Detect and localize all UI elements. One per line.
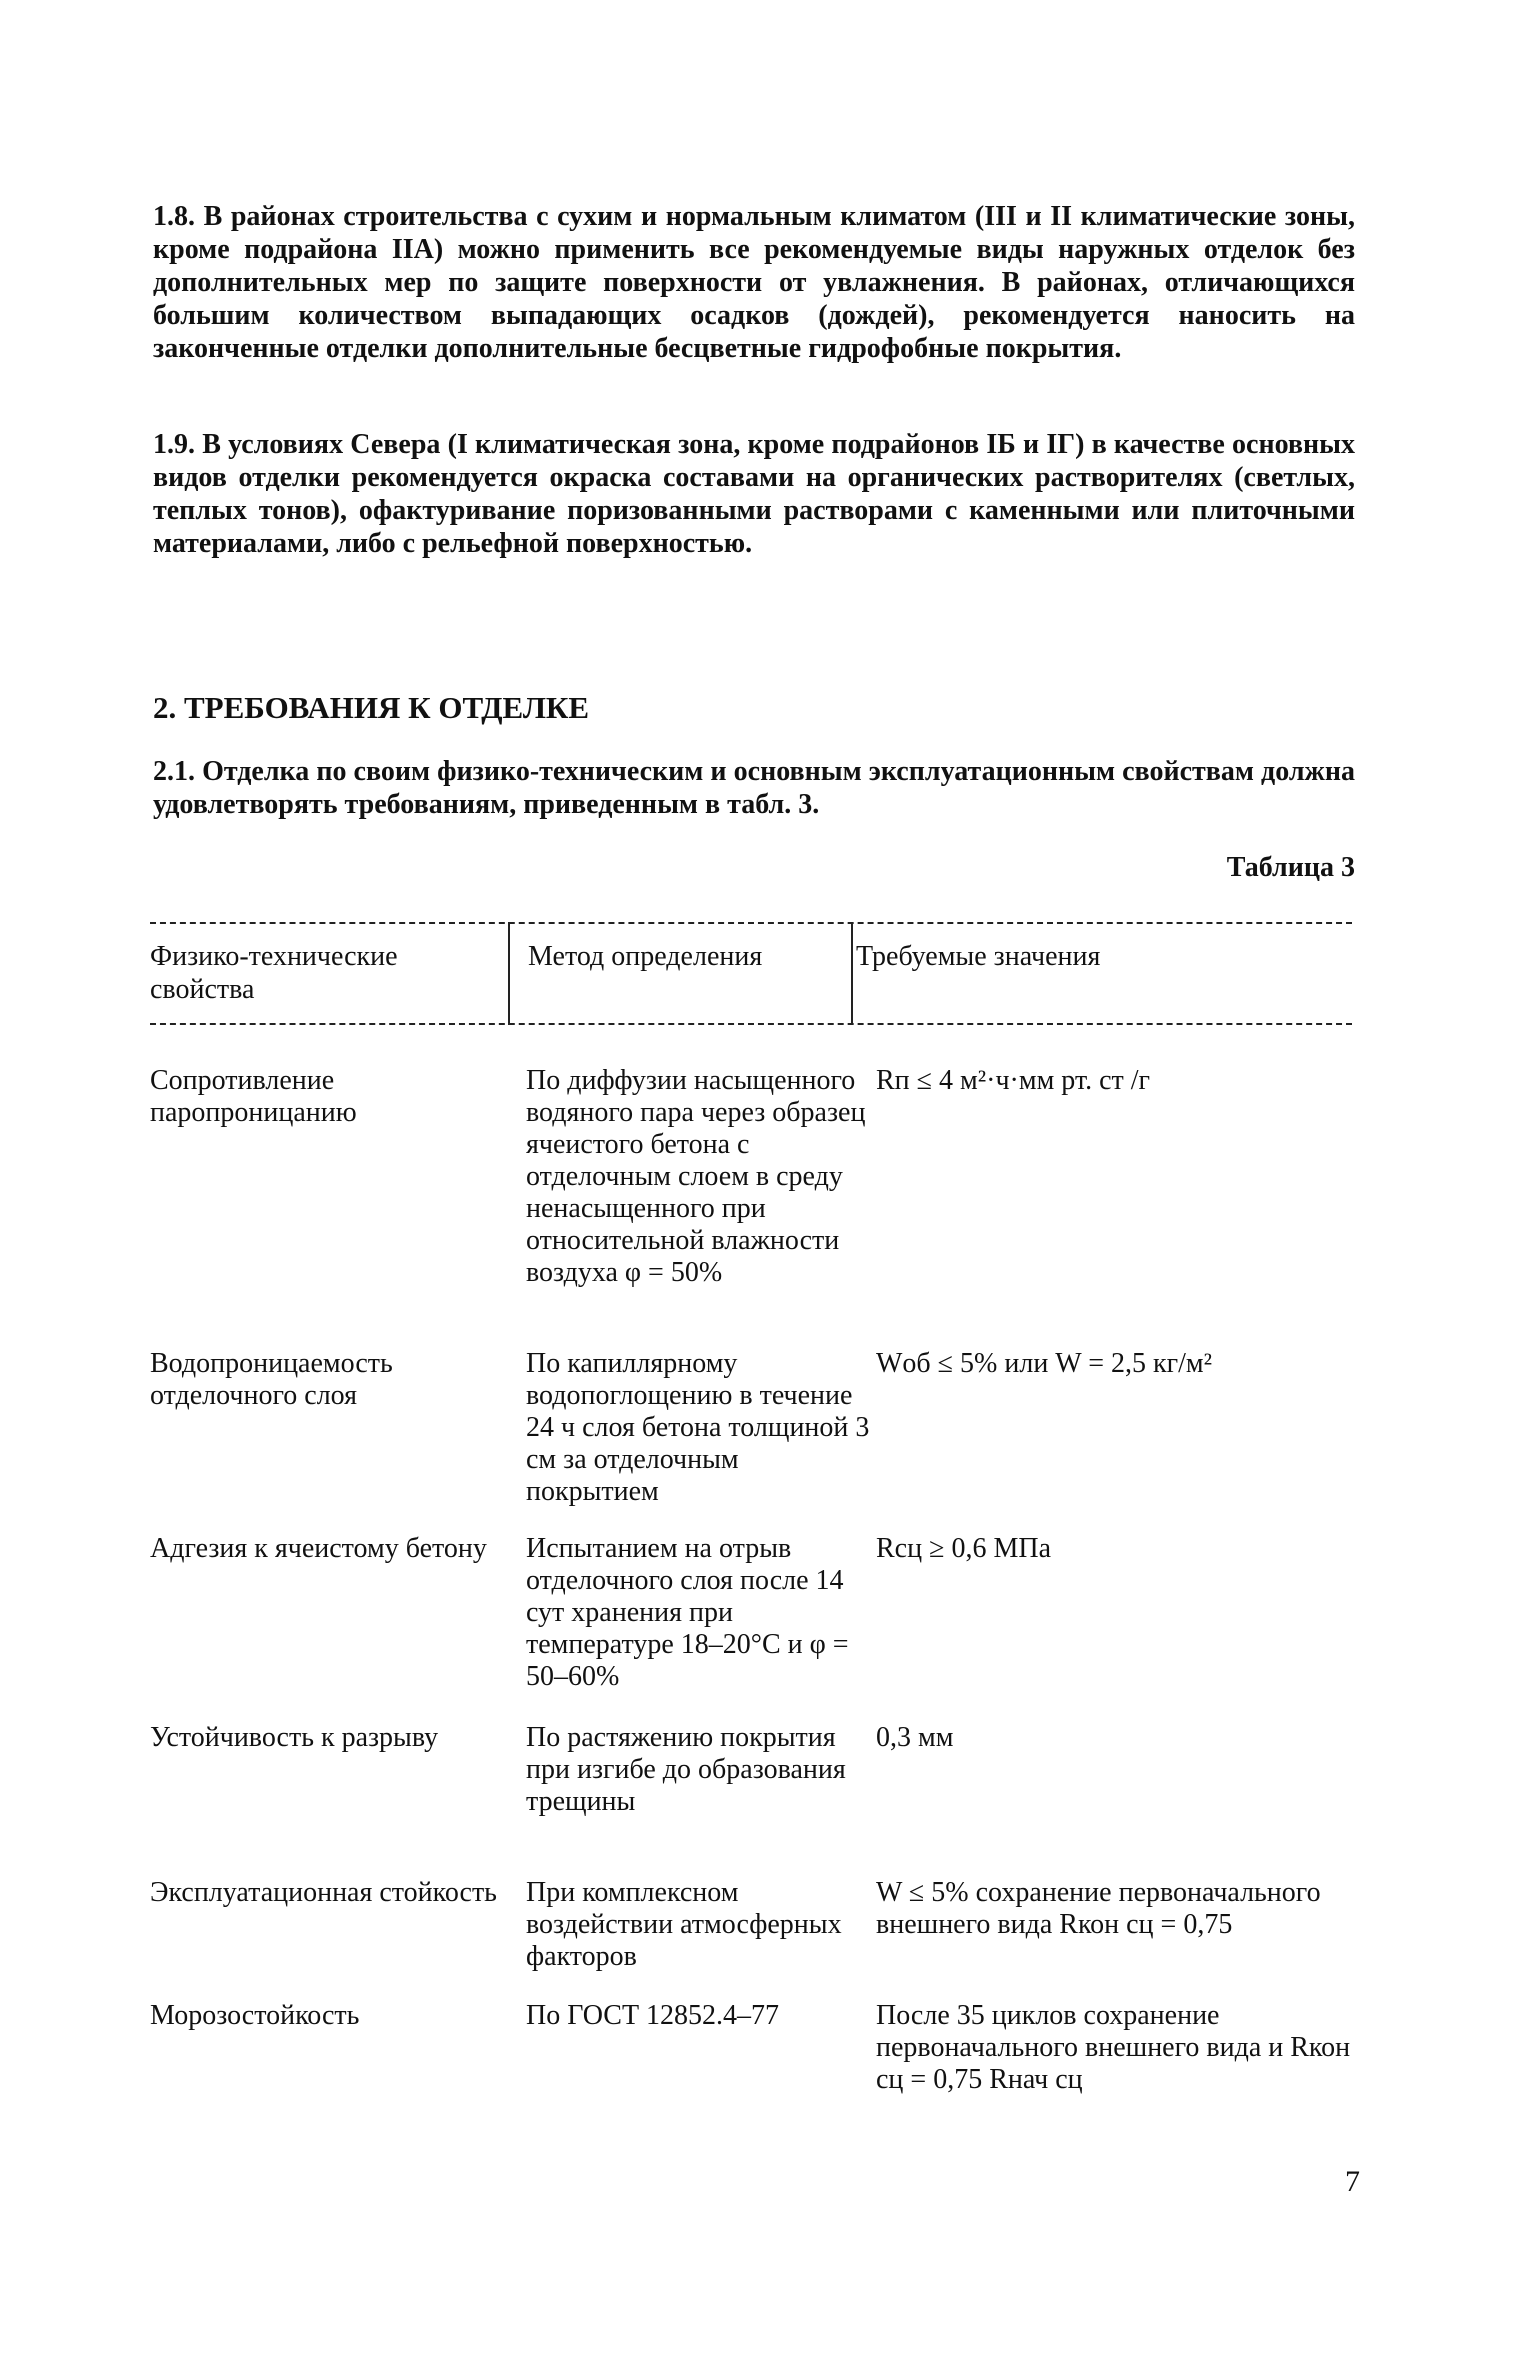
table-header-value: Требуемые значения [856, 941, 1101, 972]
cell-property: Сопротивление паропроницанию [150, 1065, 357, 1128]
page-number: 7 [1345, 2165, 1360, 2198]
cell-value: Rсц ≥ 0,6 МПа [876, 1533, 1051, 1564]
paragraph-number: 2.1. [153, 756, 195, 787]
cell-property: Эксплуатационная стойкость [150, 1877, 497, 1908]
cell-method: Испытанием на отрыв отделочного слоя после 14 сут хранения при температуре 18–20°С и φ = 50–60% [526, 1533, 849, 1692]
paragraph-number: 1.8. [153, 201, 195, 232]
paragraph-1-8 [153, 200, 1355, 365]
cell-value: 0,3 мм [876, 1722, 954, 1753]
paragraph-text: В условиях Севера (I климатическая зона, кроме подрайонов IБ и IГ) в качестве основных видов отделки рекомендуется окраска составами на органических растворителях (светлых, теплых тонов), офактуривание поризованными растворами с каменными или плиточными материалами, либо с рельефной поверхностью. [153, 429, 1355, 559]
table-header-rule [150, 1023, 1352, 1025]
paragraph-text: В районах строительства с сухим и нормальным климатом (III и II климатические зоны, кроме подрайона IIА) можно применить все рекомендуемые виды наружных отделок без дополнительных мер по защите поверхности от увлажнения. В районах, отличающихся большим количеством выпадающих осадков (дождей), рекомендуется наносить на законченные отделки дополнительные бесцветные гидрофобные покрытия. [153, 201, 1355, 364]
cell-method: При комплексном воздействии атмосферных факторов [526, 1877, 842, 1972]
cell-property: Адгезия к ячеистому бетону [150, 1533, 487, 1564]
column-divider [851, 922, 853, 1025]
cell-property: Водопроницаемость отделочного слоя [150, 1348, 393, 1411]
cell-method: По ГОСТ 12852.4–77 [526, 2000, 780, 2031]
cell-method: По диффузии насыщенного водяного пара через образец ячеистого бетона с отделочным слоем в среду ненасыщенного при относительной влажности воздуха φ = 50% [526, 1065, 866, 1288]
table-header-method: Метод определения [528, 941, 763, 972]
cell-method: По растяжению покрытия при изгибе до образования трещины [526, 1722, 846, 1817]
cell-value: Rп ≤ 4 м²·ч·мм рт. ст /г [876, 1065, 1150, 1096]
table-caption: Таблица 3 [1226, 852, 1355, 883]
paragraph-text: Отделка по своим физико-техническим и основным эксплуатационным свойствам должна удовлетворять требованиям, приведенным в табл. 3. [153, 756, 1355, 820]
paragraph-2-1 [153, 755, 1355, 821]
cell-value: Wоб ≤ 5% или W = 2,5 кг/м² [876, 1348, 1212, 1379]
cell-value: После 35 циклов сохранение первоначального внешнего вида и Rкон сц = 0,75 Rнач сц [876, 2000, 1351, 2095]
paragraph-number: 1.9. [153, 429, 195, 460]
paragraph-1-9 [153, 428, 1355, 560]
table-top-rule [150, 922, 1352, 924]
cell-property: Морозостойкость [150, 2000, 360, 2031]
section-heading: 2. ТРЕБОВАНИЯ К ОТДЕЛКЕ [153, 690, 590, 725]
cell-method: По капиллярному водопоглощению в течение 24 ч слоя бетона толщиной 3 см за отделочным покрытием [526, 1348, 870, 1507]
cell-value: W ≤ 5% сохранение первоначального внешнего вида Rкон сц = 0,75 [876, 1877, 1321, 1940]
table-header-property: Физико-технические свойства [150, 941, 398, 1005]
column-divider [508, 922, 510, 1025]
cell-property: Устойчивость к разрыву [150, 1722, 439, 1753]
